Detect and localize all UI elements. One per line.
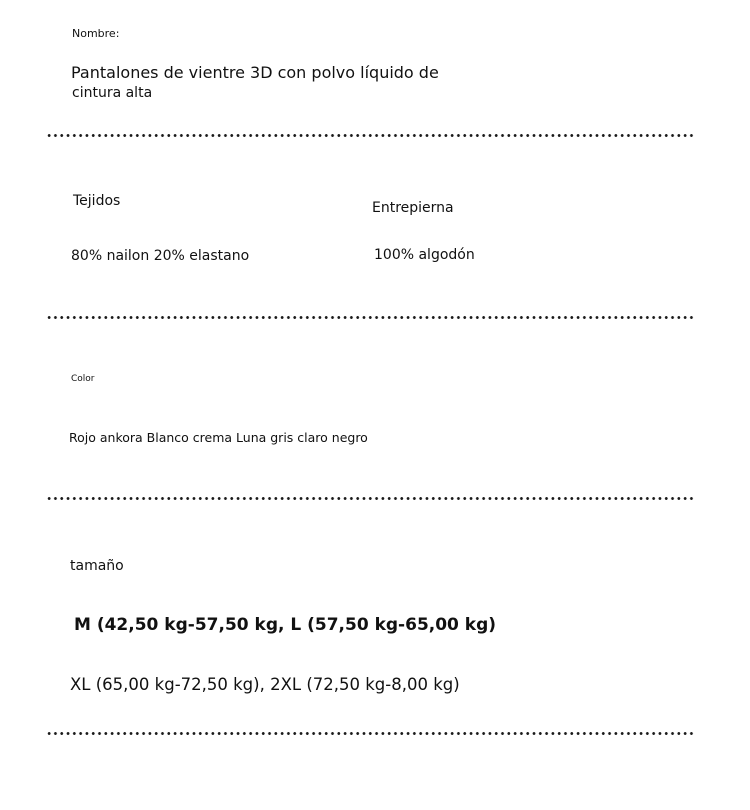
color-label: Color — [71, 374, 95, 384]
fabric-value: 80% nailon 20% elastano — [71, 248, 250, 264]
dotted-divider — [46, 134, 696, 137]
size-line-1: M (42,50 kg-57,50 kg, L (57,50 kg-65,00 kg) — [74, 615, 497, 635]
fabric-label: Tejidos — [73, 193, 121, 209]
product-name-line-2: cintura alta — [72, 85, 153, 101]
color-value: Rojo ankora Blanco crema Luna gris claro negro — [69, 430, 368, 445]
size-line-2: XL (65,00 kg-72,50 kg), 2XL (72,50 kg-8,00 kg) — [70, 675, 460, 694]
product-name-line-1: Pantalones de vientre 3D con polvo líquido de — [71, 63, 439, 82]
dotted-divider — [46, 316, 696, 319]
crotch-value: 100% algodón — [374, 247, 475, 263]
dotted-divider — [46, 732, 696, 735]
name-label: Nombre: — [72, 27, 120, 40]
crotch-label: Entrepierna — [372, 200, 454, 216]
dotted-divider — [46, 497, 696, 500]
size-label: tamaño — [70, 558, 124, 574]
